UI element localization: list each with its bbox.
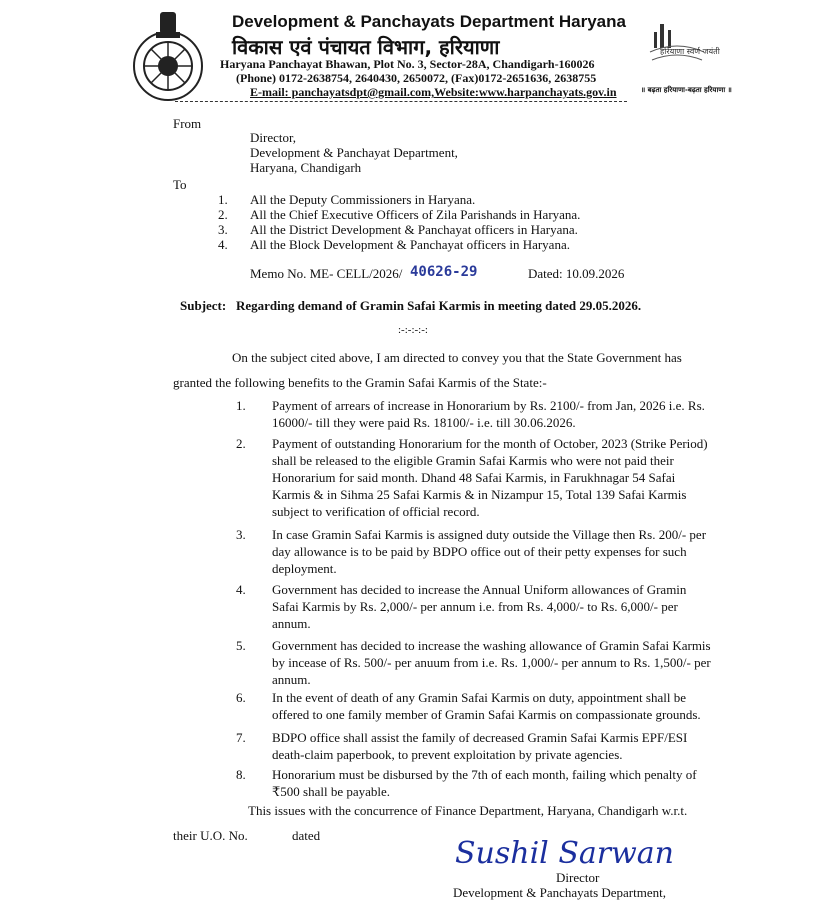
to-item-num-3: 3. [218,222,228,237]
from-line-3: Haryana, Chandigarh [250,160,362,175]
intro-line-1: On the subject cited above, I am directed to convey you that the State Government has [232,350,682,365]
point-2-line-2: shall be released to the eligible Gramin Safai Karmis who were not paid their [272,453,674,468]
point-6-line-1: In the event of death of any Gramin Safai Karmis on duty, appointment shall be [272,690,686,705]
signature-dept: Development & Panchayats Department, [453,885,666,900]
point-1-line-1: Payment of arrears of increase in Honorarium by Rs. 2100/- from Jan, 2026 i.e. Rs. [272,398,705,413]
point-5-line-2: by incease of Rs. 500/- per anuum from i.e. Rs. 1,000/- per annum to Rs. 1,500/- per [272,655,711,670]
point-3-line-2: day allowance is to be paid by BDPO office out of their petty expenses for such [272,544,687,559]
point-3-line-3: deployment. [272,561,337,576]
header-divider [175,101,627,102]
point-number-3: 3. [236,527,246,542]
from-label: From [173,116,202,131]
point-2-line-5: subject to verification of official record. [272,504,480,519]
point-5-line-3: annum. [272,672,311,687]
point-4-line-3: annum. [272,616,311,631]
point-2-line-1: Payment of outstanding Honorarium for the month of October, 2023 (Strike Period) [272,436,708,451]
memo-dated: Dated: 10.09.2026 [528,266,625,281]
to-item-4: All the Block Development & Panchayat officers in Haryana. [250,237,570,252]
subject-label: Subject: [180,298,227,313]
to-item-num-1: 1. [218,192,228,207]
point-2-line-4: Karmis & in Sihma 25 Safai Karmis & in Nizampur 15, Total 139 Safai Karmis [272,487,687,502]
point-number-8: 8. [236,767,246,782]
point-1-line-2: 16000/- till they were paid Rs. 18100/- i.e. till 30.06.2026. [272,415,576,430]
point-2-line-3: Honorarium for said month. Dhand 48 Safai Karmis, in Farukhnagar 54 Safai [272,470,676,485]
point-number-7: 7. [236,730,246,745]
point-number-1: 1. [236,398,246,413]
point-6-line-2: offered to one family member of Gramin Safai Karmis on compassionate grounds. [272,707,701,722]
point-7-line-2: death-claim paperbook, to prevent exploitation by private agencies. [272,747,623,762]
from-line-2: Development & Panchayat Department, [250,145,458,160]
dept-phone: (Phone) 0172-2638754, 2640430, 2650072, (Fax)0172-2651636, 2638755 [236,71,597,85]
closing-line: This issues with the concurrence of Finance Department, Haryana, Chandigarh w.r.t. [248,803,688,818]
closing-uo: their U.O. No. [173,828,248,843]
dept-title-en: Development & Panchayats Department Haryana [232,12,626,31]
golden-jubilee-text: हरियाणा स्वर्ण जयंती [660,47,720,56]
dept-title-hi: विकास एवं पंचायत विभाग, हरियाणा [232,35,500,59]
to-item-3: All the District Development & Panchayat officers in Haryana. [250,222,578,237]
intro-line-2: granted the following benefits to the Gramin Safai Karmis of the State:- [173,375,547,390]
to-item-1: All the Deputy Commissioners in Haryana. [250,192,476,207]
to-item-num-2: 2. [218,207,228,222]
dept-address: Haryana Panchayat Bhawan, Plot No. 3, Sector-28A, Chandigarh-160026 [220,57,595,71]
logo-caption: ॥ बढ़ता हरियाणा-बढ़ता हरियाणा ॥ [641,86,732,94]
haryana-emblem-logo [122,6,214,104]
point-3-line-1: In case Gramin Safai Karmis is assigned duty outside the Village then Rs. 200/- per [272,527,707,542]
to-item-2: All the Chief Executive Officers of Zila Parishands in Haryana. [250,207,581,222]
closing-dated: dated [292,828,321,843]
point-number-2: 2. [236,436,246,451]
point-8-line-1: Honorarium must be disbursed by the 7th of each month, failing which penalty of [272,767,697,782]
point-5-line-1: Government has decided to increase the washing allowance of Gramin Safai Karmis [272,638,711,653]
dept-email-website: E-mail: panchayatsdpt@gmail.com,Website:www.harpanchayats.gov.in [250,85,617,99]
to-item-num-4: 4. [218,237,228,252]
point-number-6: 6. [236,690,246,705]
subject-text: Regarding demand of Gramin Safai Karmis in meeting dated 29.05.2026. [236,298,642,313]
point-number-4: 4. [236,582,246,597]
point-8-line-2: ₹500 shall be payable. [272,784,391,799]
to-label: To [173,177,187,192]
point-7-line-1: BDPO office shall assist the family of decreased Gramin Safai Karmis EPF/ESI [272,730,688,745]
subject-separator: :-:-:-:-: [398,324,428,336]
director-signature: Sushil Sarwan [455,836,674,871]
from-line-1: Director, [250,130,297,145]
point-4-line-2: Safai Karmis by Rs. 2,000/- per annum i.e. from Rs. 4,000/- to Rs. 6,000/- per [272,599,678,614]
point-4-line-1: Government has decided to increase the Annual Uniform allowances of Gramin [272,582,687,597]
point-number-5: 5. [236,638,246,653]
memo-handwritten-number: 40626-29 [410,264,478,280]
signature-title: Director [556,870,600,885]
memo-prefix: Memo No. ME- CELL/2026/ [250,266,403,281]
